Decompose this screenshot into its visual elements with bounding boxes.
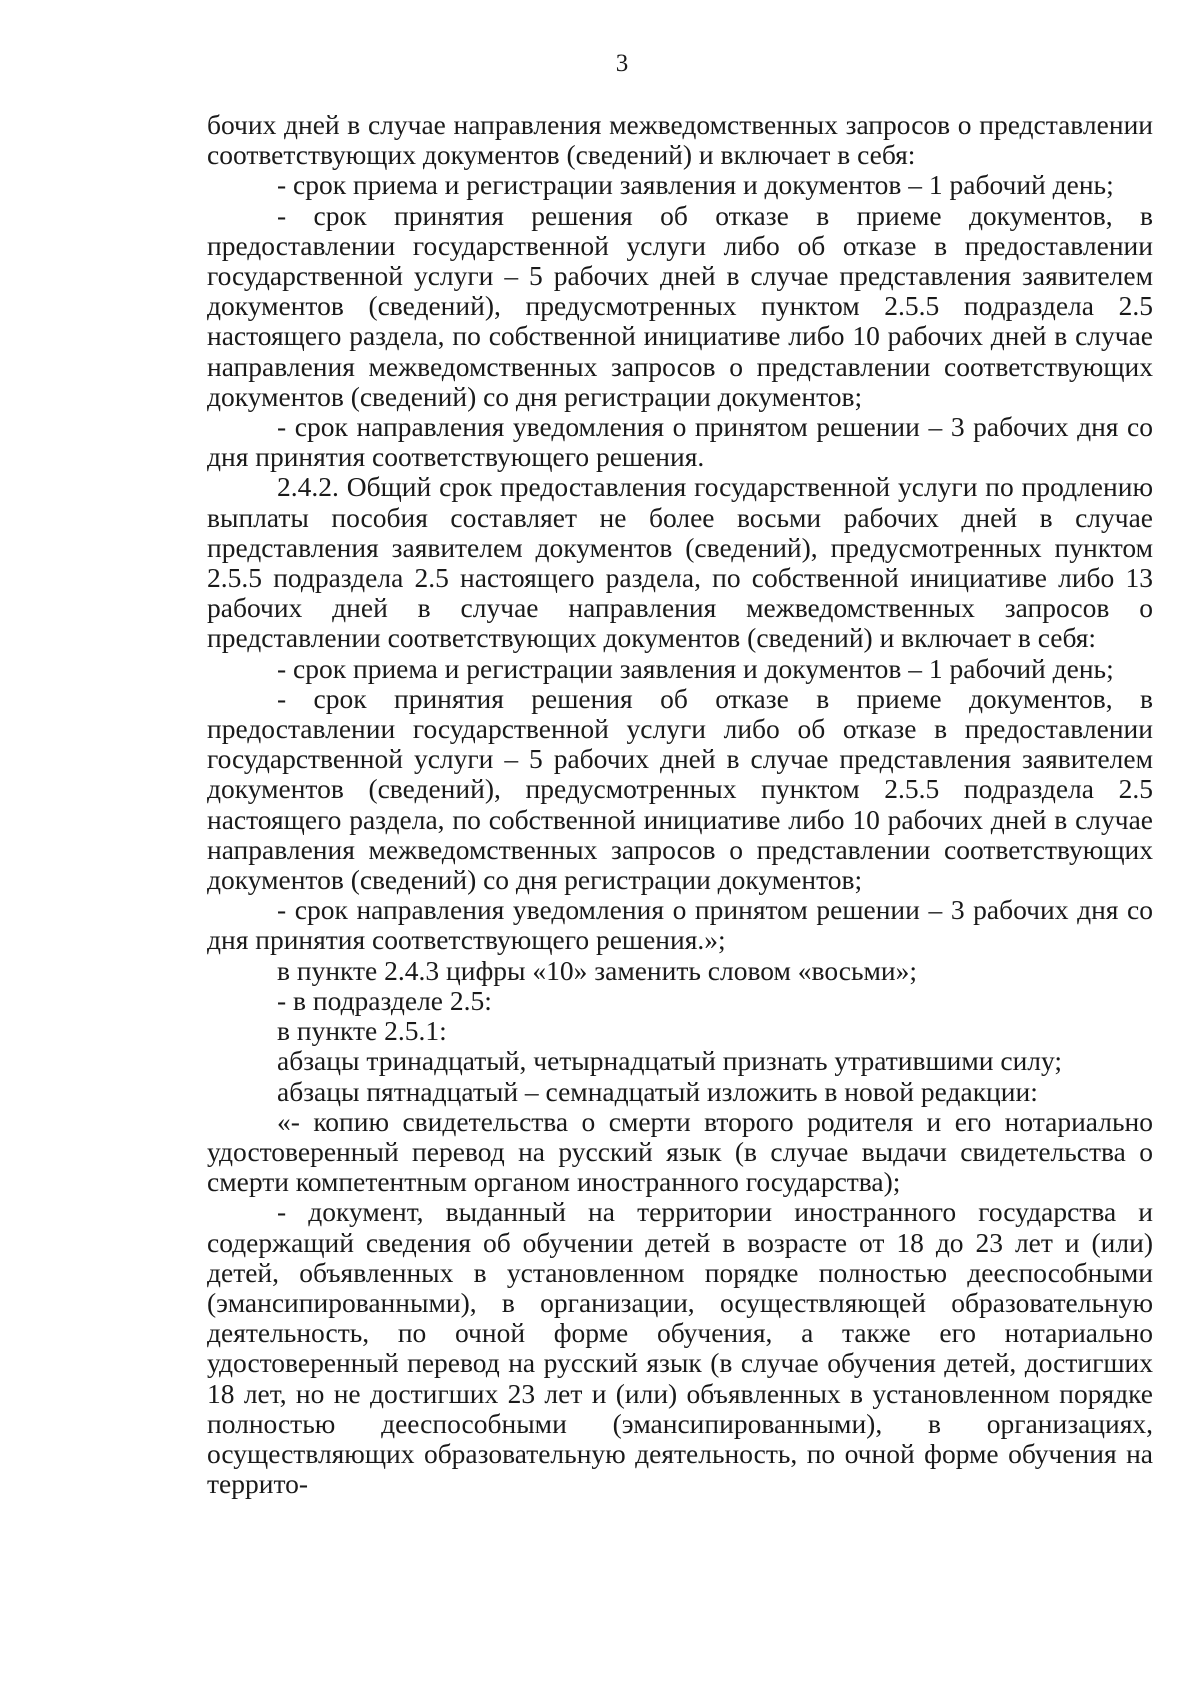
- paragraph: - в подразделе 2.5:: [277, 984, 492, 1016]
- paragraph: - срок направления уведомления о принятом решении – 3 рабочих дня со дня принятия соответствующего решения.»;: [207, 894, 1153, 956]
- paragraph: в пункте 2.4.3 цифры «10» заменить словом «восьми»;: [277, 954, 918, 986]
- paragraph: бочих дней в случае направления межведомственных запросов о представлении соответствующих документов (сведений) и включает в себя:: [207, 109, 1153, 171]
- paragraph: 2.4.2. Общий срок предоставления государственной услуги по продлению выплаты пособия составляет не более восьми рабочих дней в случае представления заявителем документов (сведений), предусмотренных пунктом 2.5.5 подраздела 2.5 настоящего раздела, по собственной инициативе либо 13 рабочих дней в случае направления межведомственных запросов о представлении соответствующих документов (сведений) и включает в себя:: [207, 471, 1153, 654]
- paragraph: «- копию свидетельства о смерти второго родителя и его нотариально удостоверенный перевод на русский язык (в случае выдачи свидетельства о смерти компетентным органом иностранного государства);: [207, 1105, 1153, 1198]
- paragraph: абзацы тринадцатый, четырнадцатый признать утратившими силу;: [277, 1045, 1063, 1077]
- paragraph: - срок приема и регистрации заявления и документов – 1 рабочий день;: [277, 169, 1114, 201]
- document-body: [207, 110, 1153, 1499]
- page-number: 3: [615, 50, 629, 77]
- paragraph: - срок принятия решения об отказе в приеме документов, в предоставлении государственной услуги либо об отказе в предоставлении государственной услуги – 5 рабочих дней в случае представления заявителем документов (сведений), предусмотренных пунктом 2.5.5 подраздела 2.5 настоящего раздела, по собственной инициативе либо 10 рабочих дней в случае направления межведомственных запросов о представлении соответствующих документов (сведений) со дня регистрации документов;: [207, 682, 1153, 896]
- paragraph: в пункте 2.5.1:: [277, 1015, 447, 1047]
- paragraph: - срок принятия решения об отказе в приеме документов, в предоставлении государственной услуги либо об отказе в предоставлении государственной услуги – 5 рабочих дней в случае представления заявителем документов (сведений), предусмотренных пунктом 2.5.5 подраздела 2.5 настоящего раздела, по собственной инициативе либо 10 рабочих дней в случае направления межведомственных запросов о представлении соответствующих документов (сведений) со дня регистрации документов;: [207, 199, 1153, 412]
- paragraph: - документ, выданный на территории иностранного государства и содержащий сведения об обучении детей в возрасте от 18 до 23 лет и (или) детей, объявленных в установленном порядке полностью дееспособными (эмансипированными), в организации, осуществляющей образовательную деятельность, по очной форме обучения, а также его нотариально удостоверенный перевод на русский язык (в случае обучения детей, достигших 18 лет, но не достигших 23 лет и (или) объявленных в установленном порядке полностью дееспособными (эмансипированными), в организациях, осуществляющих образовательную деятельность, по очной форме обучения на террито-: [207, 1196, 1153, 1500]
- paragraph: - срок приема и регистрации заявления и документов – 1 рабочий день;: [277, 652, 1114, 684]
- paragraph: абзацы пятнадцатый – семнадцатый изложить в новой редакции:: [277, 1075, 1038, 1107]
- paragraph: - срок направления уведомления о принятом решении – 3 рабочих дня со дня принятия соответствующего решения.: [207, 411, 1153, 473]
